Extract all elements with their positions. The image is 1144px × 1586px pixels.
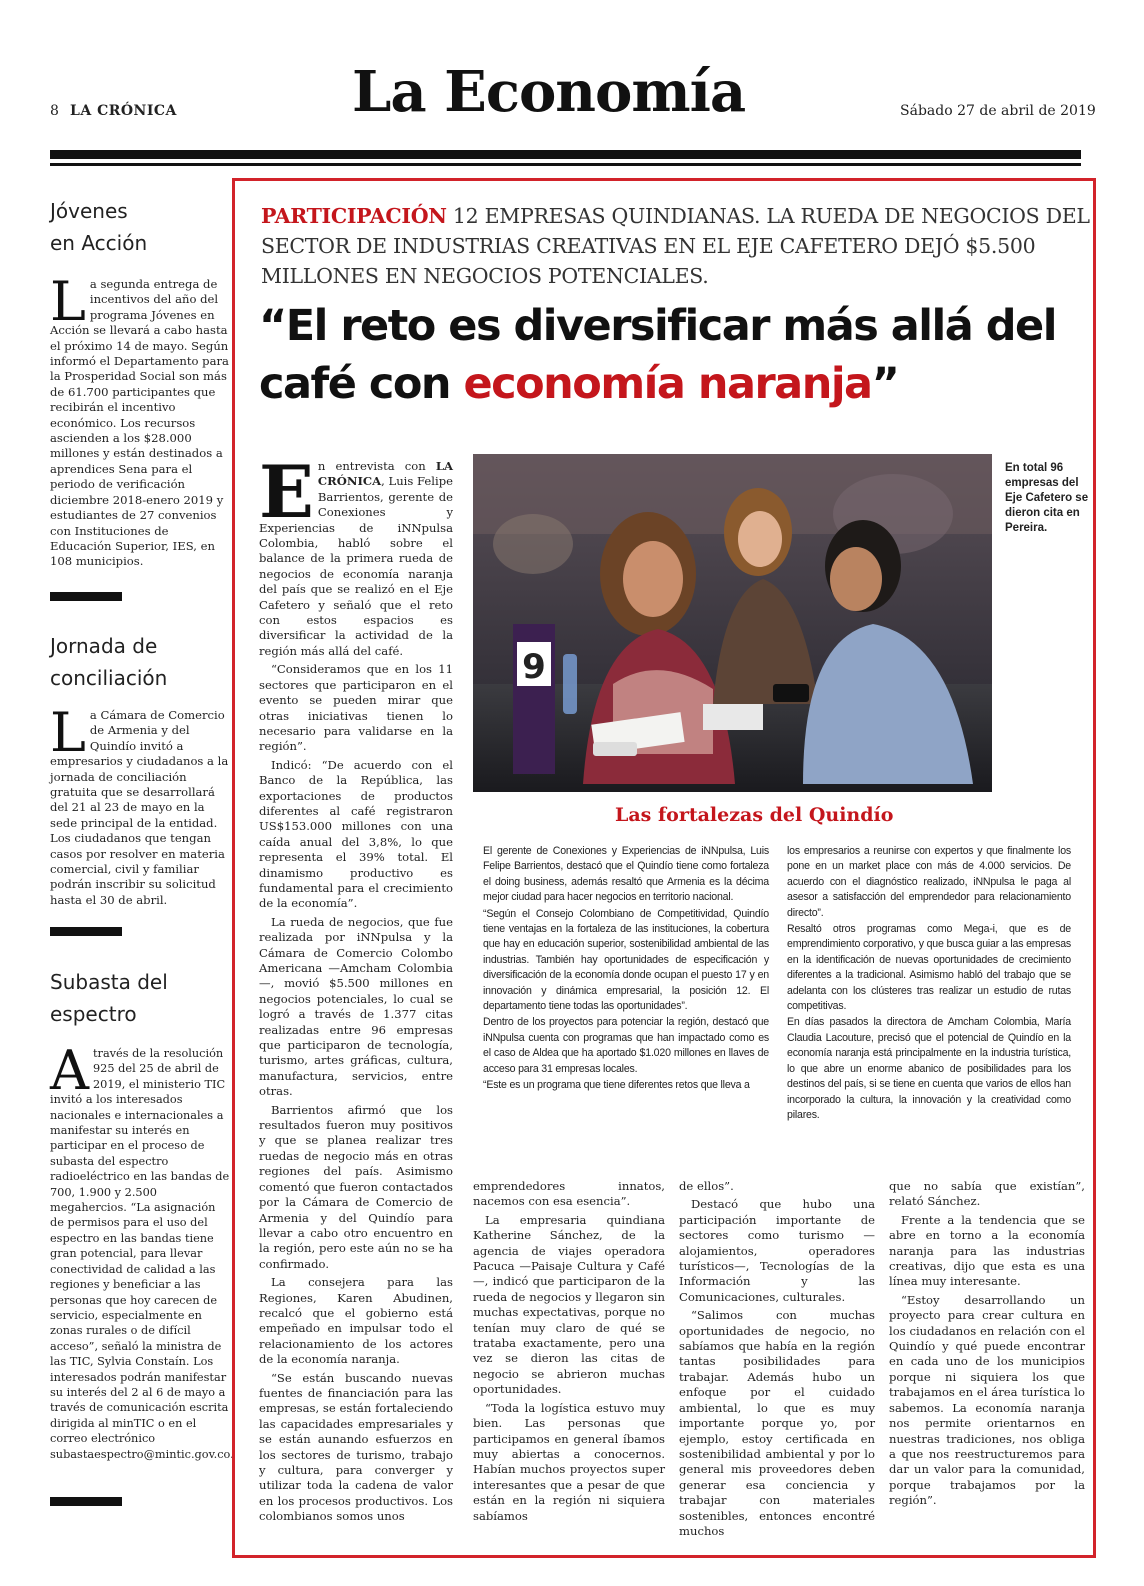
- main-article: [232, 178, 1096, 1558]
- headline: “El reto es diversificar más allá del café con economía naranja”: [259, 301, 1056, 409]
- article-paragraph: de ellos”.: [679, 1179, 734, 1193]
- article-column-2: [473, 1179, 665, 1527]
- article-paragraph: “Se están buscando nuevas fuentes de financiación para las empresas, se están fortaleciendo las capacidades empresariales y se están aunando esfuerzos en los sectores de turismo, trabajo y cultura, para converger y utilizar toda la cadena de valor en los procesos productivos. Los colombianos somos unos: [259, 1370, 453, 1524]
- brief-jovenes-en-accion: [50, 195, 232, 595]
- box-paragraph: En días pasados la directora de Amcham Colombia, María Claudia Lacouture, precisó que el potencial de Quindío en la economía naranja está principalmente en la industria turística, lo que abre un enorme abanico de posibilidades para los destinos del país, si se tiene en cuenta que varios de ellos han incorporado la cultura, la innovación y la creatividad como pilares.: [787, 1016, 1071, 1121]
- box-column-left: [483, 844, 769, 1095]
- header-rule-thick: [50, 150, 1081, 159]
- headline-highlight: economía naranja: [463, 359, 872, 409]
- box-paragraph: El gerente de Conexiones y Experiencias de iNNpulsa, Luis Felipe Barrientos, destacó que el Quindío tiene como fortaleza el doing business, además resaltó que Armenia es la décima mejor ciudad para hacer negocios en territorio nacional.: [483, 845, 769, 904]
- brief-divider: [50, 1497, 122, 1506]
- publication-name: LA CRÓNICA: [70, 103, 177, 119]
- article-paragraph: Indicó: “De acuerdo con el Banco de la República, las exportaciones de productos diferentes al café registraron US$153.000 millones con una caída anual del 3,8%, lo que representa el 39% total. El dinamismo productivo es fundamental para el crecimiento de la economía”.: [259, 757, 453, 911]
- article-paragraph: Barrientos afirmó que los resultados fueron muy positivos y que se planea realizar tres ruedas de negocio más en otras regiones del país. Asimismo comentó que fueron contactados por la Cámara de Comercio de Armenia y del Quindío para llevar a cabo otro encuentro en la región, pero este aún no se ha confirmado.: [259, 1102, 453, 1271]
- table-number: 9: [522, 647, 546, 687]
- brief-text: a segunda entrega de incentivos del año del programa Jóvenes en Acción se llevará a cabo hasta el próximo 14 de mayo. Según informó el Departamento para la Prosperidad Social son más de 61.700 participantes que recibirán el incentivo económico. Los recursos ascienden a los $28.000 millones y están destinados a aprendices Sena para el periodo de verificación diciembre 2018-enero 2019 y estudiantes de 27 convenios con Instituciones de Educación Superior, IES, en 108 municipios.: [50, 277, 229, 569]
- brief-text: través de la resolución 925 del 25 de abril de 2019, el ministerio TIC invitó a los interesados nacionales e internacionales a manifestar su interés en participar en el proceso de subasta del espectro radioeléctrico en las bandas de 700, 1.900 y 2.500 megahercios. “La asignación de permisos para el uso del espectro en las bandas tiene gran potencial, para llevar conectividad de calidad a las regiones y beneficiar a las personas que hoy carecen de servicio, especialmente en zonas rurales o de difícil acceso”, señaló la ministra de las TIC, Sylvia Constaín. Los interesados podrán manifestar su interés del 2 al 6 de mayo a través de comunicación escrita dirigida al minTIC o en el correo electrónico subastaespectro@mintic.gov.co.: [50, 1047, 234, 1461]
- kicker-text: 12 EMPRESAS QUINDIANAS. LA RUEDA DE NEGOCIOS DEL SECTOR DE INDUSTRIAS CREATIVAS EN EL EJE CAFETERO DEJÓ $5.500 MILLONES EN NEGOCIOS POTENCIALES.: [261, 204, 1090, 288]
- photo-caption: En total 96 empresas del Eje Cafetero se dieron cita en Pereira.: [1005, 462, 1089, 534]
- brief-divider: [50, 927, 122, 936]
- brief-body: [50, 701, 232, 908]
- brief-text: a Cámara de Comercio de Armenia y del Quindío invitó a empresarios y ciudadanos a la jornada de conciliación gratuita que se desarrollará del 21 al 23 de mayo en la sede principal de la entidad. Los ciudadanos que tengan casos por resolver en materia comercial, civil y familiar podrán inscribir su solicitud hasta el 30 de abril.: [50, 708, 229, 907]
- drop-cap: L: [50, 270, 86, 333]
- drop-cap: A: [50, 1039, 89, 1102]
- article-paragraph: que no sabía que existían”, relató Sánchez.: [889, 1179, 1085, 1209]
- box-paragraph: “Este es un programa que tiene diferentes retos que lleva a: [483, 1079, 750, 1092]
- page-number: 8: [50, 103, 59, 119]
- page-header: [0, 0, 1144, 170]
- article-paragraph: “Consideramos que en los 11 sectores que participaron en el evento se pueden mirar que otras iniciativas tienen lo necesario para validarse en la región”.: [259, 662, 453, 754]
- box-paragraph: Dentro de los proyectos para potenciar la región, destacó que iNNpulsa cuenta con programas que han impactado como es el caso de Aldea que ha aportado $1.020 millones en llaves de acceso para 31 empresas locales.: [483, 1016, 769, 1075]
- brief-title: Subasta del espectro: [50, 970, 168, 1026]
- brief-title: Jóvenes en Acción: [50, 199, 148, 255]
- brief-jornada-conciliacion: [50, 630, 232, 911]
- brief-body: [50, 1039, 234, 1462]
- article-column-3: [679, 1179, 875, 1542]
- brief-divider: [50, 592, 122, 601]
- article-photo: [473, 454, 992, 792]
- drop-cap: E: [259, 449, 314, 534]
- issue-date: Sábado 27 de abril de 2019: [900, 103, 1096, 119]
- header-rule-thin: [50, 163, 1081, 166]
- box-paragraph: Resaltó otros programas como Mega-i, que es de emprendimiento corporativo, y que busca guiar a las empresas en la identificación de nuevas oportunidades de crecimiento diferentes a la tradicional. Asimismo habló del trabajo que se adelanta con los clústeres tras realizar un estudio de rutas competitivas.: [787, 923, 1071, 1013]
- article-paragraph: “Estoy desarrollando un proyecto para crear cultura en los ciudadanos en relación con el Quindío y qué puede encontrar en cada uno de los municipios porque ni siquiera los que trabajamos en el área turística lo sabemos. La economía naranja nos permite orientarnos en nuestras tradiciones, nos obliga a que nos reestructuremos para dar un valor para la comunidad, porque trabajamos por la región”.: [889, 1292, 1085, 1508]
- brief-title: Jornada de conciliación: [50, 634, 168, 690]
- box-paragraph: “Según el Consejo Colombiano de Competitividad, Quindío tiene ventajas en la fortaleza de las instituciones, la cobertura que hay en educación superior, sostenibilidad ambiental de las industrias. También hay oportunidades de especificación y diversificación de la economía donde ocupan el puesto 17 y en innovación y dinámica empresarial, la posición 12. El departamento tiene todas las oportunidades”.: [483, 907, 769, 1013]
- article-intro: n entrevista con LA CRÓNICA, Luis Felipe Barrientos, gerente de Conexiones y Experiencias de iNNpulsa Colombia, habló sobre el balance de la primera rueda de negocios de economía naranja del país que se realizó en el Eje Cafetero y señaló que el reto con estos espacios es diversificar la actividad de la región más allá del café.: [259, 459, 453, 658]
- article-paragraph: “Salimos con muchas oportunidades de negocio, no sabíamos que había en la región tantas posibilidades para trabajar. Además hubo un enfoque por el cuidado ambiental, lo que es muy importante porque yo, por ejemplo, estoy certificada en sostenibilidad ambiental y por lo general mis proveedores deben generar esa conciencia y trabajar con materiales sostenibles, entonces encontré muchos: [679, 1308, 875, 1538]
- brief-body: [50, 270, 232, 570]
- photo-illustration: [473, 454, 992, 792]
- article-paragraph: Destacó que hubo una participación importante de sectores como turismo —alojamientos, operadores turísticos—, Tecnologías de la Información y las Comunicaciones, culturales.: [679, 1197, 875, 1304]
- drop-cap: L: [50, 701, 86, 764]
- kicker-label: PARTICIPACIÓN: [261, 204, 447, 228]
- section-title: La Economía: [352, 59, 746, 125]
- box-paragraph: los empresarios a reunirse con expertos y que finalmente los pone en un market place con más de 4.000 servicios. De acuerdo con el diagnóstico realizado, iNNpulsa le paga al asesor a satisfacción del emprendedor para relacionamiento directo”.: [787, 845, 1071, 919]
- article-paragraph: La consejera para las Regiones, Karen Abudinen, recalcó que el gobierno está empeñado en impulsar todo el relacionamiento de los actores de la economía naranja.: [259, 1275, 453, 1367]
- box-column-right: [787, 844, 1071, 1124]
- article-paragraph: La rueda de negocios, que fue realizada por iNNpulsa y la Cámara de Comercio Colombo Americana —Amcham Colombia—, movió $5.500 millones en negocios potenciales, lo cual se logró a través de 1.377 citas realizadas entre 96 empresas que participaron de tecnología, turismo, artes gráficas, cultura, manufactura, servicios, entre otras.: [259, 914, 453, 1099]
- kicker: [261, 201, 1091, 291]
- article-paragraph: Frente a la tendencia que se abre en torno a la economía naranja para las industrias creativas, dijo que esta es una línea muy interesante.: [889, 1212, 1085, 1289]
- article-column-4: [889, 1179, 1085, 1512]
- article-paragraph: La empresaria quindiana Katherine Sánchez, de la agencia de viajes operadora Pacuca —Paisaje Cultura y Café—, indicó que participaron de la rueda de negocios y llegaron sin muchas expectativas, porque no tenían muy claro de qué se trataba exactamente, pero una vez se dieron las citas de negocio se abrieron muchas oportunidades.: [473, 1212, 665, 1397]
- article-column-1: [259, 449, 453, 1528]
- brief-subasta-espectro: [50, 966, 232, 1465]
- article-paragraph: emprendedores innatos, nacemos con esa esencia”.: [473, 1179, 665, 1209]
- sidebar: [50, 190, 234, 1461]
- article-paragraph: “Toda la logística estuvo muy bien. Las personas que participamos en general íbamos muy abiertas a conocernos. Habían muchos proyectos super interesantes que a pesar de que están en la región ni siquiera sabíamos: [473, 1400, 665, 1523]
- box-title: Las fortalezas del Quindío: [615, 804, 894, 826]
